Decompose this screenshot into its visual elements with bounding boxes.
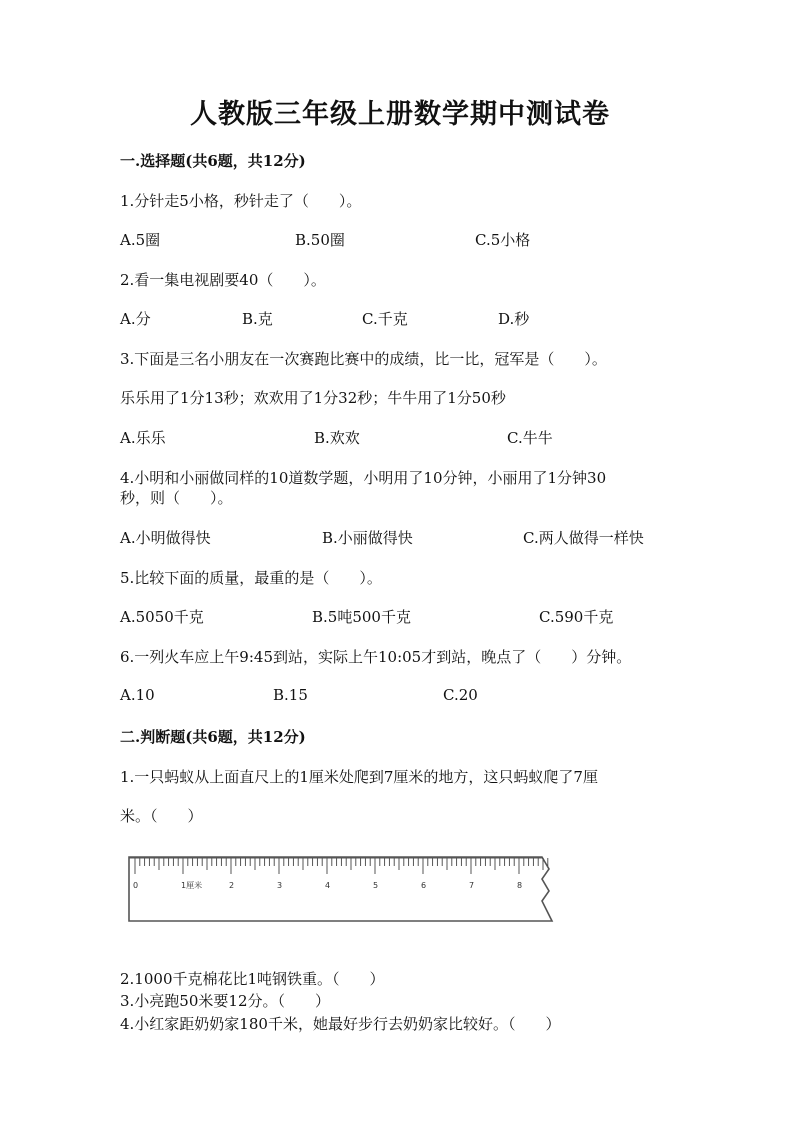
judgment-2: 2.1000千克棉花比1吨钢铁重。（ ） (120, 970, 385, 988)
ruler-figure (128, 855, 558, 923)
judgment-1-line-2: 米。（ ） (120, 807, 203, 825)
question-3-detail: 乐乐用了1分13秒；欢欢用了1分32秒；牛牛用了1分50秒 (120, 389, 506, 407)
question-2-option-b: B.克 (242, 310, 273, 328)
ruler-label: 1厘米 (181, 881, 203, 890)
question-3-option-a: A.乐乐 (120, 429, 166, 447)
ruler-label: 8 (517, 881, 523, 890)
section-heading-choice: 一.选择题(共6题，共12分) (120, 152, 306, 170)
ruler-label: 4 (325, 881, 331, 890)
judgment-1-line-1: 1.一只蚂蚁从上面直尺上的1厘米处爬到7厘米的地方，这只蚂蚁爬了7厘 (120, 768, 598, 786)
question-5-option-b: B.5吨500千克 (312, 608, 411, 626)
page-title: 人教版三年级上册数学期中测试卷 (190, 99, 610, 130)
ruler-label: 6 (421, 881, 427, 890)
question-4-option-c: C.两人做得一样快 (523, 529, 644, 547)
question-3-stem: 3.下面是三名小朋友在一次赛跑比赛中的成绩，比一比，冠军是（ ）。 (120, 350, 607, 368)
question-1-option-c: C.5小格 (475, 231, 531, 249)
judgment-4: 4.小红家距奶奶家180千米，她最好步行去奶奶家比较好。（ ） (120, 1015, 561, 1033)
question-1-option-b: B.50圈 (295, 231, 345, 249)
question-5-option-a: A.5050千克 (120, 608, 204, 626)
question-1-option-a: A.5圈 (120, 231, 161, 249)
question-2-option-a: A.分 (120, 310, 151, 328)
question-1-stem: 1.分针走5小格，秒针走了（ ）。 (120, 192, 362, 210)
question-4-option-b: B.小丽做得快 (322, 529, 413, 547)
question-4-stem-line-2: 秒，则（ ）。 (120, 489, 233, 507)
question-5-stem: 5.比较下面的质量，最重的是（ ）。 (120, 569, 382, 587)
ruler-label: 0 (133, 881, 139, 890)
ruler-label: 7 (469, 881, 475, 890)
question-2-stem: 2.看一集电视剧要40（ ）。 (120, 271, 326, 289)
ruler-label: 3 (277, 881, 283, 890)
judgment-3: 3.小亮跑50米要12分。（ ） (120, 992, 330, 1010)
question-5-option-c: C.590千克 (539, 608, 614, 626)
ruler-label: 5 (373, 881, 379, 890)
question-2-option-c: C.千克 (362, 310, 408, 328)
question-4-stem-line-1: 4.小明和小丽做同样的10道数学题，小明用了10分钟，小丽用了1分钟30 (120, 469, 607, 487)
question-4-option-a: A.小明做得快 (120, 529, 211, 547)
question-6-option-a: A.10 (120, 686, 155, 704)
question-6-stem: 6.一列火车应上午9:45到站，实际上午10:05才到站，晚点了（ ）分钟。 (120, 648, 632, 666)
question-6-option-b: B.15 (273, 686, 308, 704)
section-heading-judgment: 二.判断题(共6题，共12分) (120, 728, 306, 746)
question-3-option-c: C.牛牛 (507, 429, 553, 447)
question-3-option-b: B.欢欢 (314, 429, 360, 447)
ruler-label: 2 (229, 881, 235, 890)
question-2-option-d: D.秒 (498, 310, 530, 328)
question-6-option-c: C.20 (443, 686, 478, 704)
